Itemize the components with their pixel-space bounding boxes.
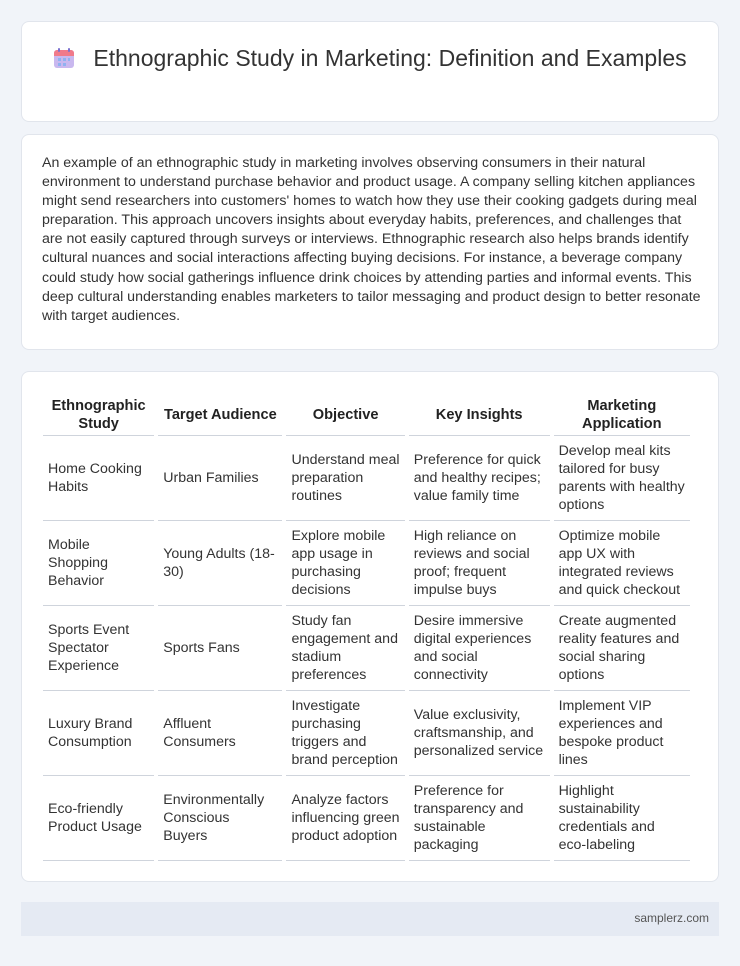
table-cell: Sports Event Spectator Experience [43, 606, 154, 691]
footer [21, 902, 719, 936]
column-header: Objective [286, 394, 404, 436]
column-header: Key Insights [409, 394, 550, 436]
table-row [43, 691, 690, 776]
table-card [21, 371, 719, 882]
table-cell: Understand meal preparation routines [286, 436, 404, 521]
table-cell: Create augmented reality features and social sharing options [554, 606, 690, 691]
table-cell: Preference for transparency and sustainable packaging [409, 776, 550, 861]
table-cell: High reliance on reviews and social proof; frequent impulse buys [409, 521, 550, 606]
page-title [22, 44, 718, 73]
table-cell: Young Adults (18-30) [158, 521, 282, 606]
table-cell: Urban Families [158, 436, 282, 521]
column-header: Ethnographic Study [43, 394, 154, 436]
table-cell: Home Cooking Habits [43, 436, 154, 521]
source-link[interactable]: samplerz.com [634, 911, 709, 925]
intro-paragraph: An example of an ethnographic study in marketing involves observing consumers in their natural environment to understand purchase behavior and product usage. A company selling kitchen appliances might send researchers into customers' homes to watch how they use their cooking gadgets during meal preparation. This approach uncovers insights about everyday habits, preferences, and challenges that are not easily captured through surveys or interviews. Ethnographic research also helps brands identify cultural nuances and social interactions affecting buying decisions. For instance, a beverage company could study how social gatherings influence drink choices by attending parties and informal events. This deep cultural understanding enables marketers to tailor messaging and product design to better resonate with target audiences. [42, 155, 701, 324]
table-cell: Develop meal kits tailored for busy parents with healthy options [554, 436, 690, 521]
table-cell: Sports Fans [158, 606, 282, 691]
table-cell: Value exclusivity, craftsmanship, and personalized service [409, 691, 550, 776]
table-row [43, 776, 690, 861]
table-cell: Mobile Shopping Behavior [43, 521, 154, 606]
ethnographic-table [39, 394, 694, 861]
table-cell: Eco-friendly Product Usage [43, 776, 154, 861]
table-cell: Optimize mobile app UX with integrated reviews and quick checkout [554, 521, 690, 606]
title-card [21, 21, 719, 122]
table-row [43, 521, 690, 606]
table-cell: Implement VIP experiences and bespoke product lines [554, 691, 690, 776]
table-header-row [43, 394, 690, 436]
column-header: Target Audience [158, 394, 282, 436]
table-cell: Analyze factors influencing green product adoption [286, 776, 404, 861]
table-cell: Highlight sustainability credentials and eco-labeling [554, 776, 690, 861]
table-row [43, 606, 690, 691]
table-cell: Environmentally Conscious Buyers [158, 776, 282, 861]
table-cell: Explore mobile app usage in purchasing decisions [286, 521, 404, 606]
column-header: Marketing Application [554, 394, 690, 436]
table-cell: Study fan engagement and stadium preferences [286, 606, 404, 691]
calendar-icon [53, 47, 75, 69]
table-cell: Luxury Brand Consumption [43, 691, 154, 776]
table-cell: Desire immersive digital experiences and social connectivity [409, 606, 550, 691]
intro-card [21, 134, 719, 350]
table-cell: Preference for quick and healthy recipes; value family time [409, 436, 550, 521]
table-cell: Affluent Consumers [158, 691, 282, 776]
table-cell: Investigate purchasing triggers and brand perception [286, 691, 404, 776]
title-text: Ethnographic Study in Marketing: Definition and Examples [93, 45, 687, 71]
table-row [43, 436, 690, 521]
